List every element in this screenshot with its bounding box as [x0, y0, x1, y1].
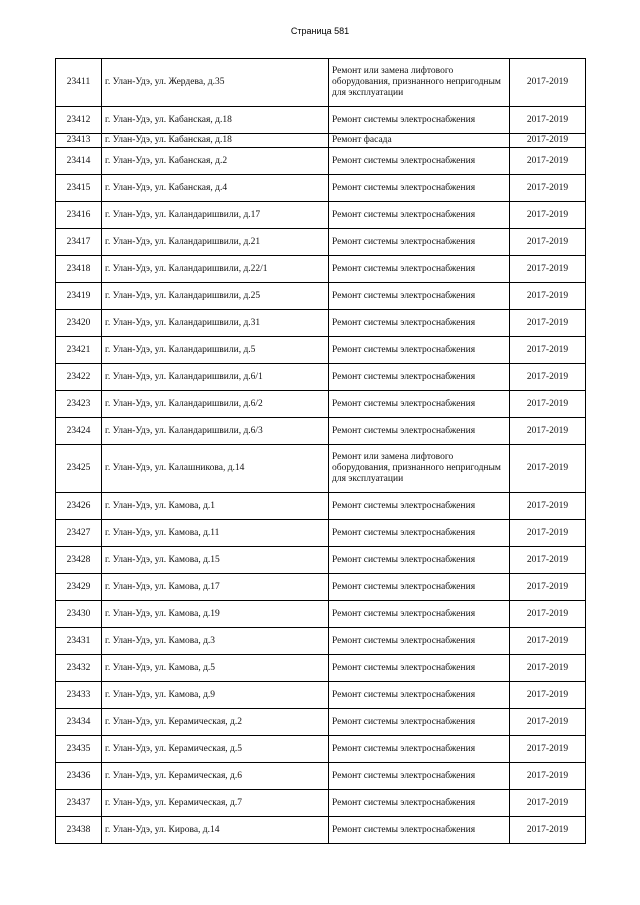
table-row [56, 107, 586, 134]
row-period: 2017-2019 [510, 790, 586, 817]
page-header [0, 26, 640, 36]
table-row [56, 59, 586, 107]
row-work-type: Ремонт системы электроснабжения [329, 547, 510, 574]
row-number: 23414 [56, 148, 102, 175]
table-row [56, 175, 586, 202]
row-work-type: Ремонт системы электроснабжения [329, 364, 510, 391]
table-row [56, 574, 586, 601]
row-number: 23422 [56, 364, 102, 391]
table-row [56, 709, 586, 736]
row-period: 2017-2019 [510, 574, 586, 601]
row-address: г. Улан-Удэ, ул. Камова, д.11 [102, 520, 329, 547]
table-row [56, 763, 586, 790]
row-work-type: Ремонт системы электроснабжения [329, 256, 510, 283]
row-period: 2017-2019 [510, 547, 586, 574]
row-number: 23411 [56, 59, 102, 107]
table-row [56, 628, 586, 655]
row-work-type: Ремонт системы электроснабжения [329, 175, 510, 202]
table-row [56, 134, 586, 148]
row-period: 2017-2019 [510, 445, 586, 493]
row-work-type: Ремонт системы электроснабжения [329, 310, 510, 337]
table-row [56, 682, 586, 709]
row-work-type: Ремонт системы электроснабжения [329, 574, 510, 601]
table-row [56, 364, 586, 391]
row-address: г. Улан-Удэ, ул. Керамическая, д.7 [102, 790, 329, 817]
row-address: г. Улан-Удэ, ул. Каландаришвили, д.21 [102, 229, 329, 256]
row-period: 2017-2019 [510, 364, 586, 391]
row-number: 23435 [56, 736, 102, 763]
row-period: 2017-2019 [510, 655, 586, 682]
row-work-type: Ремонт системы электроснабжения [329, 790, 510, 817]
row-period: 2017-2019 [510, 682, 586, 709]
row-number: 23430 [56, 601, 102, 628]
row-number: 23431 [56, 628, 102, 655]
table-row [56, 736, 586, 763]
row-address: г. Улан-Удэ, ул. Каландаришвили, д.6/3 [102, 418, 329, 445]
row-work-type: Ремонт системы электроснабжения [329, 107, 510, 134]
row-address: г. Улан-Удэ, ул. Кабанская, д.18 [102, 107, 329, 134]
row-period: 2017-2019 [510, 418, 586, 445]
row-number: 23420 [56, 310, 102, 337]
row-address: г. Улан-Удэ, ул. Керамическая, д.5 [102, 736, 329, 763]
row-period: 2017-2019 [510, 520, 586, 547]
table-row [56, 418, 586, 445]
row-address: г. Улан-Удэ, ул. Кирова, д.14 [102, 817, 329, 844]
row-address: г. Улан-Удэ, ул. Каландаришвили, д.6/1 [102, 364, 329, 391]
table-body [56, 59, 586, 844]
row-address: г. Улан-Удэ, ул. Кабанская, д.18 [102, 134, 329, 148]
row-work-type: Ремонт системы электроснабжения [329, 655, 510, 682]
row-work-type: Ремонт системы электроснабжения [329, 202, 510, 229]
row-address: г. Улан-Удэ, ул. Жердева, д.35 [102, 59, 329, 107]
row-work-type: Ремонт системы электроснабжения [329, 817, 510, 844]
row-period: 2017-2019 [510, 763, 586, 790]
row-period: 2017-2019 [510, 736, 586, 763]
row-period: 2017-2019 [510, 134, 586, 148]
table-row [56, 256, 586, 283]
row-work-type: Ремонт системы электроснабжения [329, 229, 510, 256]
table-row [56, 601, 586, 628]
row-period: 2017-2019 [510, 628, 586, 655]
row-address: г. Улан-Удэ, ул. Калашникова, д.14 [102, 445, 329, 493]
row-work-type: Ремонт системы электроснабжения [329, 337, 510, 364]
row-address: г. Улан-Удэ, ул. Керамическая, д.2 [102, 709, 329, 736]
row-address: г. Улан-Удэ, ул. Каландаришвили, д.17 [102, 202, 329, 229]
row-address: г. Улан-Удэ, ул. Камова, д.19 [102, 601, 329, 628]
row-number: 23436 [56, 763, 102, 790]
row-address: г. Улан-Удэ, ул. Камова, д.9 [102, 682, 329, 709]
row-work-type: Ремонт или замена лифтового оборудования, признанного непригодным для эксплуатации [329, 59, 510, 107]
row-work-type: Ремонт системы электроснабжения [329, 418, 510, 445]
row-address: г. Улан-Удэ, ул. Камова, д.5 [102, 655, 329, 682]
row-period: 2017-2019 [510, 256, 586, 283]
row-address: г. Улан-Удэ, ул. Каландаришвили, д.5 [102, 337, 329, 364]
row-address: г. Улан-Удэ, ул. Камова, д.1 [102, 493, 329, 520]
row-address: г. Улан-Удэ, ул. Керамическая, д.6 [102, 763, 329, 790]
row-period: 2017-2019 [510, 817, 586, 844]
row-number: 23432 [56, 655, 102, 682]
row-work-type: Ремонт фасада [329, 134, 510, 148]
row-work-type: Ремонт системы электроснабжения [329, 709, 510, 736]
page-number-label: Страница 581 [290, 26, 350, 36]
table-row [56, 148, 586, 175]
row-number: 23417 [56, 229, 102, 256]
row-address: г. Улан-Удэ, ул. Камова, д.3 [102, 628, 329, 655]
row-work-type: Ремонт системы электроснабжения [329, 520, 510, 547]
row-number: 23434 [56, 709, 102, 736]
row-period: 2017-2019 [510, 148, 586, 175]
row-period: 2017-2019 [510, 493, 586, 520]
table-row [56, 655, 586, 682]
row-address: г. Улан-Удэ, ул. Каландаришвили, д.22/1 [102, 256, 329, 283]
row-work-type: Ремонт или замена лифтового оборудования, признанного непригодным для эксплуатации [329, 445, 510, 493]
row-address: г. Улан-Удэ, ул. Каландаришвили, д.31 [102, 310, 329, 337]
table-row [56, 547, 586, 574]
repair-schedule-table [55, 58, 586, 844]
row-period: 2017-2019 [510, 107, 586, 134]
table-row [56, 283, 586, 310]
row-number: 23424 [56, 418, 102, 445]
row-number: 23427 [56, 520, 102, 547]
row-number: 23416 [56, 202, 102, 229]
table-row [56, 337, 586, 364]
row-period: 2017-2019 [510, 175, 586, 202]
row-number: 23425 [56, 445, 102, 493]
row-work-type: Ремонт системы электроснабжения [329, 682, 510, 709]
row-work-type: Ремонт системы электроснабжения [329, 763, 510, 790]
row-work-type: Ремонт системы электроснабжения [329, 736, 510, 763]
row-work-type: Ремонт системы электроснабжения [329, 493, 510, 520]
row-work-type: Ремонт системы электроснабжения [329, 148, 510, 175]
row-work-type: Ремонт системы электроснабжения [329, 601, 510, 628]
row-number: 23413 [56, 134, 102, 148]
row-period: 2017-2019 [510, 310, 586, 337]
table-row [56, 817, 586, 844]
row-number: 23437 [56, 790, 102, 817]
table-row [56, 493, 586, 520]
row-number: 23418 [56, 256, 102, 283]
row-period: 2017-2019 [510, 391, 586, 418]
row-period: 2017-2019 [510, 283, 586, 310]
row-address: г. Улан-Удэ, ул. Каландаришвили, д.25 [102, 283, 329, 310]
row-address: г. Улан-Удэ, ул. Кабанская, д.2 [102, 148, 329, 175]
row-period: 2017-2019 [510, 337, 586, 364]
row-number: 23423 [56, 391, 102, 418]
table-row [56, 310, 586, 337]
row-address: г. Улан-Удэ, ул. Каландаришвили, д.6/2 [102, 391, 329, 418]
row-work-type: Ремонт системы электроснабжения [329, 391, 510, 418]
table-row [56, 520, 586, 547]
row-period: 2017-2019 [510, 202, 586, 229]
table-row [56, 790, 586, 817]
row-number: 23421 [56, 337, 102, 364]
row-number: 23419 [56, 283, 102, 310]
table-row [56, 202, 586, 229]
row-number: 23412 [56, 107, 102, 134]
row-work-type: Ремонт системы электроснабжения [329, 628, 510, 655]
row-number: 23438 [56, 817, 102, 844]
row-number: 23429 [56, 574, 102, 601]
row-address: г. Улан-Удэ, ул. Кабанская, д.4 [102, 175, 329, 202]
row-period: 2017-2019 [510, 229, 586, 256]
table-row [56, 445, 586, 493]
row-number: 23426 [56, 493, 102, 520]
row-address: г. Улан-Удэ, ул. Камова, д.15 [102, 547, 329, 574]
row-number: 23415 [56, 175, 102, 202]
row-number: 23433 [56, 682, 102, 709]
row-work-type: Ремонт системы электроснабжения [329, 283, 510, 310]
table-row [56, 229, 586, 256]
row-period: 2017-2019 [510, 709, 586, 736]
row-period: 2017-2019 [510, 601, 586, 628]
row-address: г. Улан-Удэ, ул. Камова, д.17 [102, 574, 329, 601]
row-period: 2017-2019 [510, 59, 586, 107]
table-row [56, 391, 586, 418]
row-number: 23428 [56, 547, 102, 574]
